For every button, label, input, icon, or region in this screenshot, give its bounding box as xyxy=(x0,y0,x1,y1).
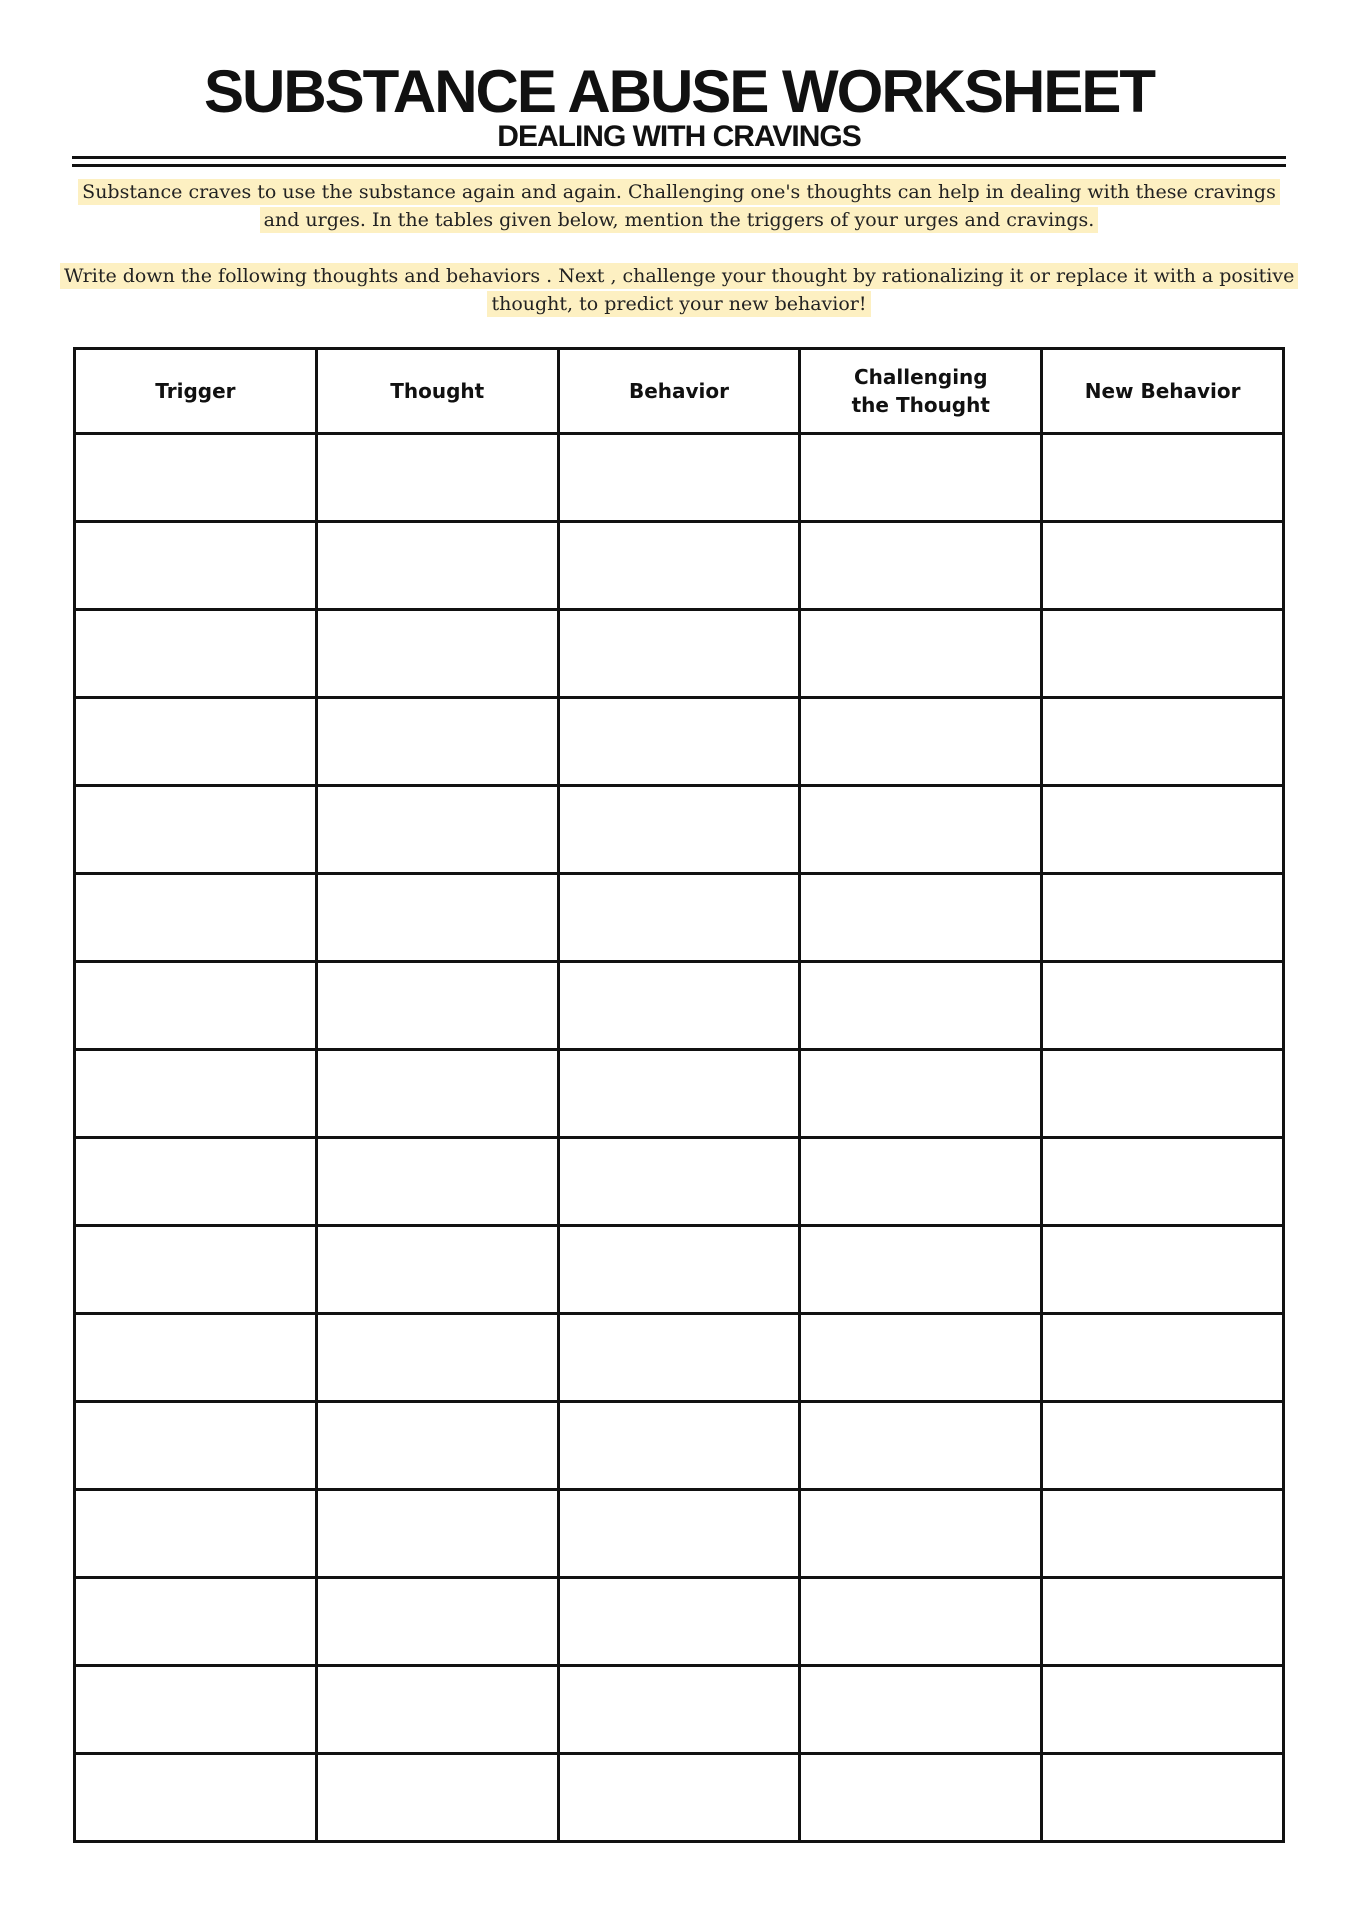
table-row xyxy=(75,1578,1284,1666)
table-cell xyxy=(75,1226,317,1314)
intro-paragraph-2 xyxy=(60,262,1298,318)
header-divider-bottom xyxy=(72,164,1286,167)
table-cell xyxy=(1042,1402,1284,1490)
table-cell xyxy=(1042,434,1284,522)
cravings-table xyxy=(73,347,1285,1843)
table-cell xyxy=(1042,1138,1284,1226)
table-cell xyxy=(1042,1754,1284,1842)
table-row xyxy=(75,1314,1284,1402)
table-cell xyxy=(558,1226,800,1314)
table-cell xyxy=(75,1050,317,1138)
table-row xyxy=(75,1490,1284,1578)
table-cell xyxy=(800,1138,1042,1226)
table-row xyxy=(75,962,1284,1050)
table-cell xyxy=(316,610,558,698)
table-cell xyxy=(558,1490,800,1578)
table-cell xyxy=(1042,1490,1284,1578)
table-cell xyxy=(558,698,800,786)
table-cell xyxy=(75,1314,317,1402)
table-cell xyxy=(800,522,1042,610)
table-row xyxy=(75,1666,1284,1754)
table-cell xyxy=(1042,698,1284,786)
table-cell xyxy=(75,522,317,610)
table-cell xyxy=(800,962,1042,1050)
table-cell xyxy=(558,962,800,1050)
table-cell xyxy=(316,698,558,786)
column-header-line: Behavior xyxy=(628,379,730,403)
table-row xyxy=(75,874,1284,962)
column-header-new-behavior xyxy=(1042,349,1284,434)
table-cell xyxy=(558,1050,800,1138)
table-cell xyxy=(1042,1666,1284,1754)
intro-paragraph-1 xyxy=(60,178,1298,234)
table-row xyxy=(75,1402,1284,1490)
table-row xyxy=(75,522,1284,610)
table-cell xyxy=(75,786,317,874)
table-cell xyxy=(316,1754,558,1842)
column-header-line: Thought xyxy=(390,379,485,403)
table-row xyxy=(75,1138,1284,1226)
table-cell xyxy=(800,874,1042,962)
table-row xyxy=(75,434,1284,522)
table-cell xyxy=(75,1578,317,1666)
table-cell xyxy=(558,786,800,874)
table-cell xyxy=(800,1050,1042,1138)
column-header-line: Trigger xyxy=(155,379,236,403)
column-header-line: New Behavior xyxy=(1084,379,1241,403)
table-cell xyxy=(800,786,1042,874)
table-cell xyxy=(316,1666,558,1754)
table-cell xyxy=(558,1138,800,1226)
column-header-trigger xyxy=(75,349,317,434)
table-cell xyxy=(75,874,317,962)
table-cell xyxy=(1042,1050,1284,1138)
table-cell xyxy=(800,610,1042,698)
table-row xyxy=(75,698,1284,786)
table-cell xyxy=(1042,874,1284,962)
table-cell xyxy=(1042,1226,1284,1314)
table-cell xyxy=(800,434,1042,522)
table-cell xyxy=(1042,1578,1284,1666)
table-cell xyxy=(75,1402,317,1490)
table-cell xyxy=(75,610,317,698)
table-row xyxy=(75,1226,1284,1314)
column-header-line: Challenging xyxy=(853,365,988,389)
table-cell xyxy=(75,962,317,1050)
table-cell xyxy=(558,522,800,610)
table-header-row xyxy=(75,349,1284,434)
table-cell xyxy=(558,434,800,522)
table-cell xyxy=(316,522,558,610)
table-cell xyxy=(800,1578,1042,1666)
table-cell xyxy=(558,1754,800,1842)
worksheet-subtitle: DEALING WITH CRAVINGS xyxy=(497,120,861,153)
table-cell xyxy=(800,1226,1042,1314)
table-cell xyxy=(316,434,558,522)
table-cell xyxy=(75,434,317,522)
table-cell xyxy=(75,1666,317,1754)
table-cell xyxy=(316,786,558,874)
table-cell xyxy=(1042,786,1284,874)
table-cell xyxy=(316,874,558,962)
table-row xyxy=(75,1754,1284,1842)
header-divider-top xyxy=(72,156,1286,159)
table-cell xyxy=(1042,522,1284,610)
table-row xyxy=(75,610,1284,698)
table-cell xyxy=(800,1402,1042,1490)
intro-paragraph-2-text: Write down the following thoughts and behaviors . Next , challenge your thought by rationalizing it or replace it with a positive thought, to predict your new behavior! xyxy=(60,263,1298,317)
table-cell xyxy=(1042,962,1284,1050)
intro-paragraph-1-text: Substance craves to use the substance again and again. Challenging one's thoughts can help in dealing with these cravings and urges. In the tables given below, mention the triggers of your urges and cravings. xyxy=(78,179,1280,233)
table-cell xyxy=(800,1754,1042,1842)
table-cell xyxy=(800,1314,1042,1402)
table-cell xyxy=(800,698,1042,786)
column-header-line: the Thought xyxy=(851,393,990,417)
worksheet-title: SUBSTANCE ABUSE WORKSHEET xyxy=(203,58,1155,125)
table-cell xyxy=(558,1578,800,1666)
table-cell xyxy=(800,1490,1042,1578)
table-cell xyxy=(558,1402,800,1490)
table-cell xyxy=(75,698,317,786)
column-header-challenging-the-thought xyxy=(800,349,1042,434)
table-cell xyxy=(558,874,800,962)
table-cell xyxy=(75,1138,317,1226)
table-cell xyxy=(316,1050,558,1138)
table-cell xyxy=(316,1314,558,1402)
column-header-behavior xyxy=(558,349,800,434)
table-cell xyxy=(75,1754,317,1842)
table-cell xyxy=(75,1490,317,1578)
table-cell xyxy=(1042,1314,1284,1402)
table-body xyxy=(75,434,1284,1842)
table-cell xyxy=(558,1666,800,1754)
table-cell xyxy=(316,1578,558,1666)
table-cell xyxy=(316,1402,558,1490)
table-cell xyxy=(316,1490,558,1578)
table-cell xyxy=(558,610,800,698)
table-cell xyxy=(316,962,558,1050)
table-row xyxy=(75,1050,1284,1138)
table-row xyxy=(75,786,1284,874)
column-header-thought xyxy=(316,349,558,434)
table-cell xyxy=(316,1138,558,1226)
table-cell xyxy=(558,1314,800,1402)
table-cell xyxy=(316,1226,558,1314)
table-cell xyxy=(1042,610,1284,698)
table-cell xyxy=(800,1666,1042,1754)
